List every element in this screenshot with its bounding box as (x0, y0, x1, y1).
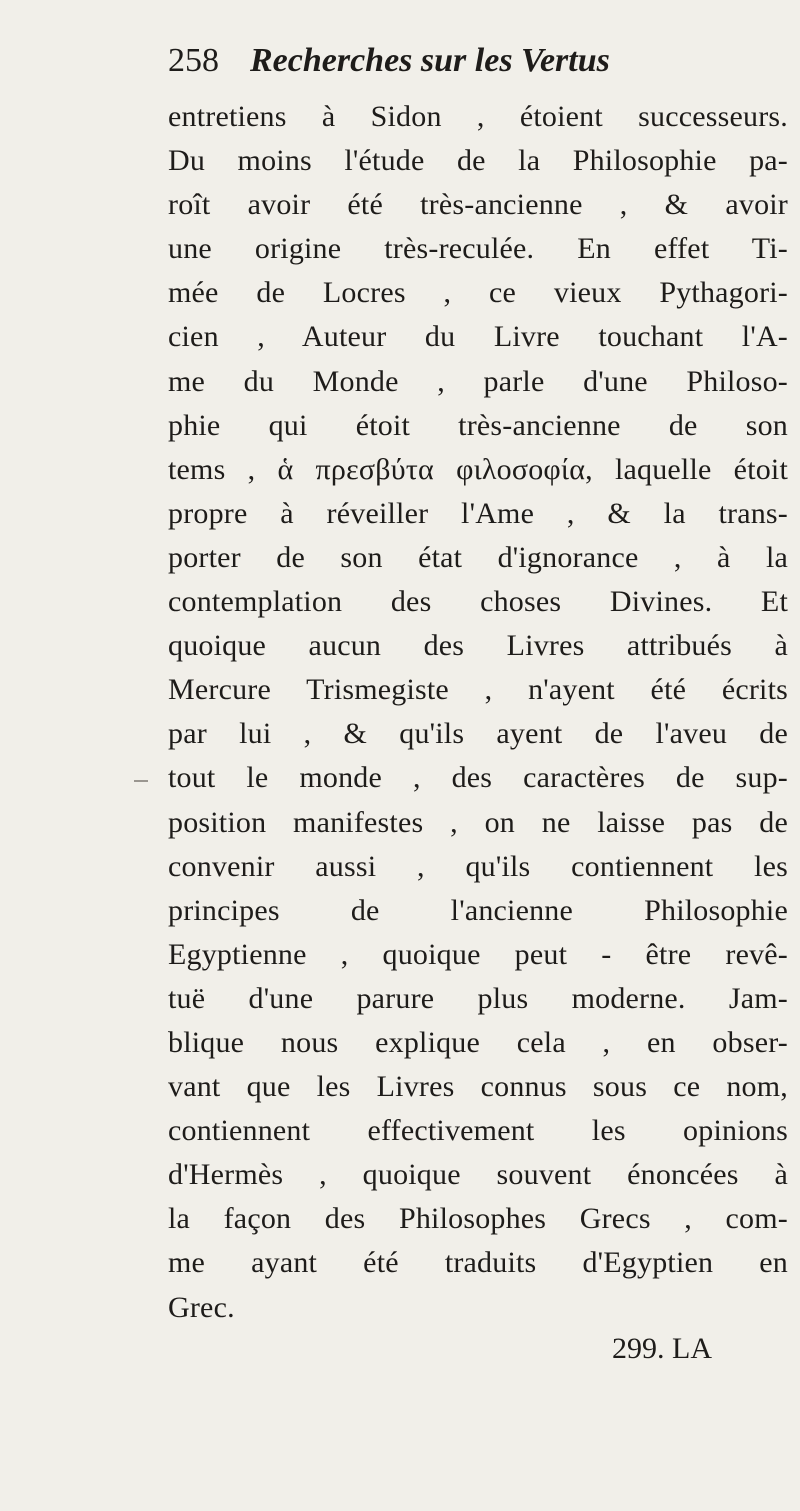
text-line: position manifestes , on ne laisse pas de (168, 805, 788, 839)
text-line: porter de son état d'ignorance , à la (168, 540, 788, 574)
text-line: quoique aucun des Livres attribués à (168, 629, 788, 663)
text-line: Grec. (168, 1290, 235, 1324)
text-line: la façon des Philosophes Grecs , com- (168, 1202, 788, 1236)
text-line: blique nous explique cela , en obser- (168, 1025, 788, 1059)
margin-mark (134, 780, 148, 782)
text-line: Mercure Trismegiste , n'ayent été écrits (168, 673, 788, 707)
text-line: tems , ἁ πρεσβύτα φιλοσοφία, laquelle étoit (168, 452, 788, 486)
text-line: contiennent effectivement les opinions (168, 1114, 788, 1148)
text-line: cien , Auteur du Livre touchant l'A- (168, 320, 788, 354)
text-line: une origine très-reculée. En effet Ti- (168, 232, 788, 266)
text-line: par lui , & qu'ils ayent de l'aveu de (168, 717, 788, 751)
text-line: me du Monde , parle d'une Philoso- (168, 364, 788, 398)
text-line: principes de l'ancienne Philosophie (168, 893, 788, 927)
text-line: mée de Locres , ce vieux Pythagori- (168, 276, 788, 310)
text-line: me ayant été traduits d'Egyptien en (168, 1246, 788, 1280)
text-line: phie qui étoit très-ancienne de son (168, 408, 788, 442)
text-line: d'Hermès , quoique souvent énoncées à (168, 1158, 788, 1192)
text-line: contemplation des choses Divines. Et (168, 585, 788, 619)
text-line: Egyptienne , quoique peut - être revê- (168, 937, 788, 971)
text-line: entretiens à Sidon , étoient successeurs. (168, 100, 788, 133)
body-text (168, 95, 788, 1330)
running-title: Recherches sur les Vertus (250, 42, 610, 79)
catchword: 299. LA (612, 1332, 712, 1365)
text-line: convenir aussi , qu'ils contiennent les (168, 849, 788, 883)
text-line: propre à réveiller l'Ame , & la trans- (168, 496, 788, 530)
text-line: Du moins l'étude de la Philosophie pa- (168, 144, 788, 178)
page-number: 258 (168, 42, 219, 79)
text-line: vant que les Livres connus sous ce nom, (168, 1070, 788, 1104)
text-line: tuë d'une parure plus moderne. Jam- (168, 981, 788, 1015)
text-line: tout le monde , des caractères de sup- (168, 761, 788, 795)
text-line: roît avoir été très-ancienne , & avoir (168, 188, 788, 222)
page-header (168, 42, 688, 92)
